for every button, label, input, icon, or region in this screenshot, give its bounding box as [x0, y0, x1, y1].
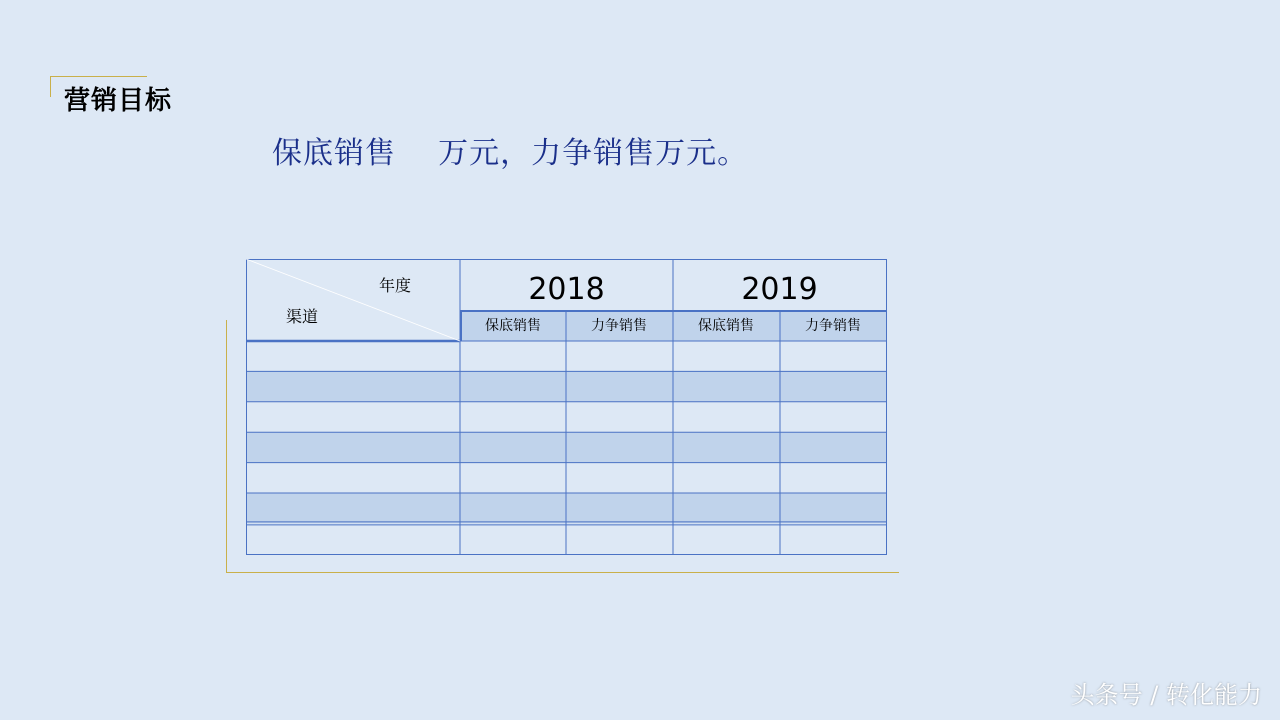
subheader-2019-goal: 力争销售: [805, 318, 861, 334]
subheader-2018-goal: 力争销售: [591, 318, 647, 334]
year-header-2018: 2018: [528, 272, 605, 307]
subheader-2018-base: 保底销售: [485, 318, 541, 334]
subheader-2019-base: 保底销售: [698, 318, 754, 334]
corner-label-channel: 渠道: [286, 307, 319, 326]
year-header-2019: 2019: [741, 272, 818, 307]
slide-subtitle: 保底销售 万元，力争销售万元。: [272, 136, 749, 171]
corner-diagonal: [246, 259, 460, 341]
corner-label-year: 年度: [379, 276, 412, 295]
watermark: 头条号 / 转化能力: [1070, 681, 1262, 709]
slide-title: 营销目标: [64, 86, 173, 116]
sales-target-table: [246, 259, 887, 555]
